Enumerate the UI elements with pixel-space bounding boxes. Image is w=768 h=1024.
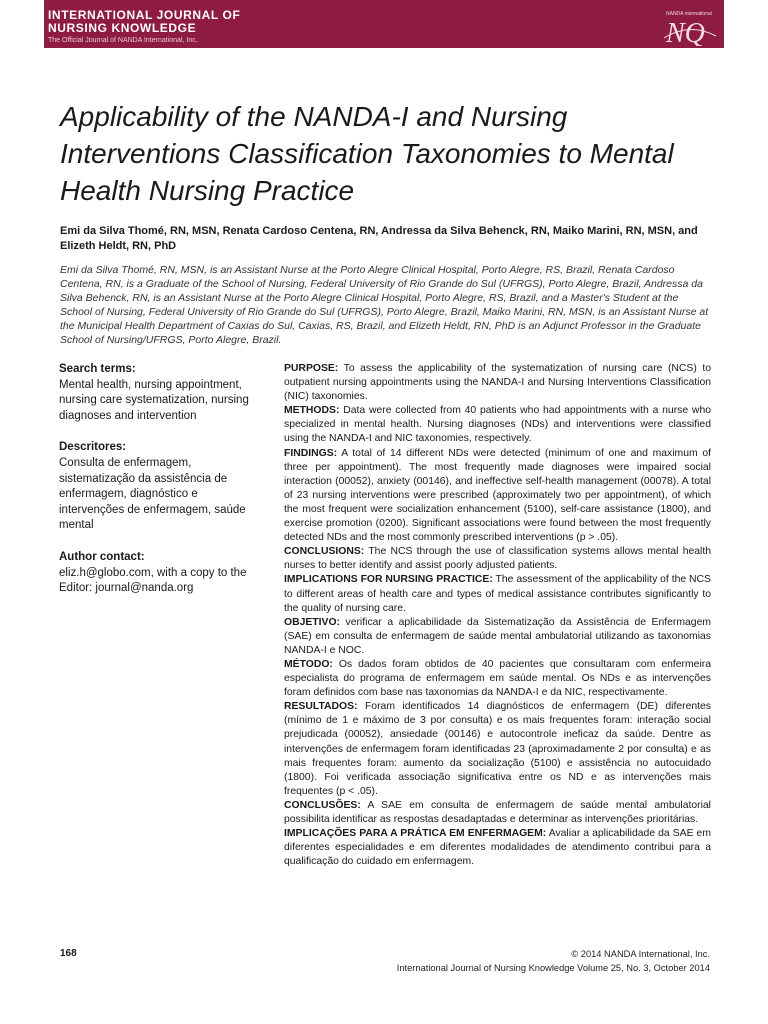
copyright-line: © 2014 NANDA International, Inc. xyxy=(571,949,710,959)
abstract-paragraph xyxy=(284,545,711,573)
abstract-text: The NCS through the use of classification systems allows mental health nurses to better identify and assist poorly adjusted patients. xyxy=(284,546,711,572)
abstract-label: METHODS: xyxy=(284,405,340,417)
keywords-sidebar xyxy=(59,362,259,613)
abstract-paragraph xyxy=(284,700,711,799)
abstract-label: CONCLUSIONS: xyxy=(284,546,365,558)
abstract-label: PURPOSE: xyxy=(284,363,339,374)
abstract-text: Os dados foram obtidos de 40 pacientes que consultaram com enfermeira especialista do programa de enfermagem em saúde mental. Os NDs e as intervenções foram definidos com base nas taxonomias da NANDA-I e da NIC, respectivamente. xyxy=(284,658,711,699)
abstract xyxy=(284,362,711,869)
abstract-text: The assessment of the applicability of the NCS to different areas of health care and types of medical assistance contributes significantly to the quality of nursing care. xyxy=(284,574,711,614)
abstract-label: OBJETIVO: xyxy=(284,616,341,628)
abstract-text: A SAE em consulta de enfermagem de saúde mental ambulatorial possibilita identificar as respostas desadaptadas e determinar as intervenções prioritárias. xyxy=(284,799,711,825)
nanda-logo-icon xyxy=(662,4,718,46)
journal-subtitle: The Official Journal of NANDA International, Inc. xyxy=(48,37,198,44)
abstract-paragraph xyxy=(284,658,711,700)
abstract-text: Foram identificados 14 diagnósticos de enfermagem (DE) diferentes (mínimo de 1 e máximo de 3 por consulta) e os mais frequentes foram: interação social prejudicada (00052), ansiedade (00146) e autocontrole ineficaz da saúde. Dentre as intervenções de enfermagem foram identificadas 23 (aproximadamente 2 por consulta) e as mais frequentes foram: aumento da socialização (5100) e assistência no autocuidado (1800). Foi verificada associação significativa entre os ND e as intervenções mais frequentes (p < .05). xyxy=(284,701,712,797)
abstract-label: IMPLICATIONS FOR NURSING PRACTICE: xyxy=(284,574,493,586)
author-contact: eliz.h@globo.com, with a copy to the Editor: journal@nanda.org xyxy=(59,566,247,595)
abstract-text: Data were collected from 40 patients who had appointments with a nurse who specialized in mental health. Nursing diagnoses (NDs) and interventions were classified using the NANDA-I and NIC taxonomies, respectively. xyxy=(284,405,711,445)
abstract-paragraph xyxy=(284,362,711,404)
article-authors: Emi da Silva Thomé, RN, MSN, Renata Cardoso Centena, RN, Andressa da Silva Behenck, RN, Maiko Marini, RN, MSN, and Elizeth Heldt, RN, PhD xyxy=(60,225,698,252)
search-terms: Mental health, nursing appointment, nursing care systematization, nursing diagnoses and intervention xyxy=(59,378,249,422)
abstract-text: Avaliar a aplicabilidade da SAE em diferentes especialidades e em diferentes modalidades de atendimento contribui para a qualificação do cuidado em enfermagem. xyxy=(284,828,711,868)
citation-line: International Journal of Nursing Knowledge Volume 25, No. 3, October 2014 xyxy=(396,963,710,973)
abstract-paragraph xyxy=(284,573,711,615)
descritores: Consulta de enfermagem, sistematização da assistência de enfermagem, diagnóstico e intervenções de enfermagem, saúde mental xyxy=(59,456,246,532)
abstract-paragraph xyxy=(284,799,711,827)
abstract-paragraph xyxy=(284,447,711,546)
logo-mark-text: NQ xyxy=(666,18,705,46)
journal-name-line-2: NURSING KNOWLEDGE xyxy=(48,21,197,35)
abstract-text: To assess the applicability of the systematization of nursing care (NCS) to outpatient nursing appointments using the NANDA-I and Nursing Interventions Classification (NIC) taxonomies. xyxy=(284,363,711,403)
abstract-label: IMPLICAÇÕES PARA A PRÁTICA EM ENFERMAGEM: xyxy=(284,828,547,840)
article-title: Applicability of the NANDA-I and Nursing Interventions Classification Taxonomies to Mental Health Nursing Practice xyxy=(60,101,674,206)
abstract-label: RESULTADOS: xyxy=(284,701,358,713)
abstract-label: FINDINGS: xyxy=(284,447,338,459)
footer-citation xyxy=(397,947,710,975)
abstract-label: MÉTODO: xyxy=(284,658,333,670)
abstract-label: CONCLUSÕES: xyxy=(284,799,361,811)
descritores-heading: Descritores: xyxy=(59,441,127,454)
author-affiliations: Emi da Silva Thomé, RN, MSN, is an Assistant Nurse at the Porto Alegre Clinical Hospital, Porto Alegre, RS, Brazil, Renata Cardoso Centena, RN, is a Graduate of the School of Nursing, Federal University of Rio Grande do Sul (UFRGS), Porto Alegre, Brazil, Andressa da Silva Behenck, RN, is an Assistant Nurse at the Porto Alegre Clinical Hospital, Porto Alegre, RS, Brazil, and a Master's Student at the School of Nursing, Federal University of Rio Grande do Sul (UFRGS), Porto Alegre, Brazil, Maiko Marini, RN, MSN, is an Assistant Nurse at the Municipal Health Department of Caxias do Sul, Caxias, RS, Brazil, and Elizeth Heldt, RN, PhD is an Adjunct Professor in the Graduate School of Nursing/UFRGS, Porto Alegre, Brazil. xyxy=(60,264,709,347)
author-contact-heading: Author contact: xyxy=(59,550,145,563)
abstract-text: A total of 14 different NDs were detected (minimum of one and maximum of three per appointment). The most frequently made diagnoses were impaired social interaction (00052), anxiety (00146), and ineffective self-health management (00078). A total of 23 nursing interventions were prescribed (approximately two per appointment), of which the most frequent were socialization enhancement (5100), self-care assistance (1800), and exercise promotion (0200). Significant associations were found between the most frequently detected NDs and the most commonly prescribed interventions (p > .05). xyxy=(284,447,711,544)
journal-name-line-1: INTERNATIONAL JOURNAL OF xyxy=(48,8,241,22)
abstract-paragraph xyxy=(284,616,711,658)
logo-small-text: NANDA international xyxy=(666,11,712,17)
abstract-paragraph xyxy=(284,404,711,446)
journal-header xyxy=(44,0,724,48)
search-terms-heading: Search terms: xyxy=(59,363,136,375)
abstract-text: verificar a aplicabilidade da Sistematização da Assistência de Enfermagem (SAE) em consulta de enfermagem de saúde mental ambulatorial utilizando as taxonomias NANDA-I e NOC. xyxy=(284,616,711,656)
page-number: 168 xyxy=(60,948,77,959)
abstract-paragraph xyxy=(284,827,711,869)
